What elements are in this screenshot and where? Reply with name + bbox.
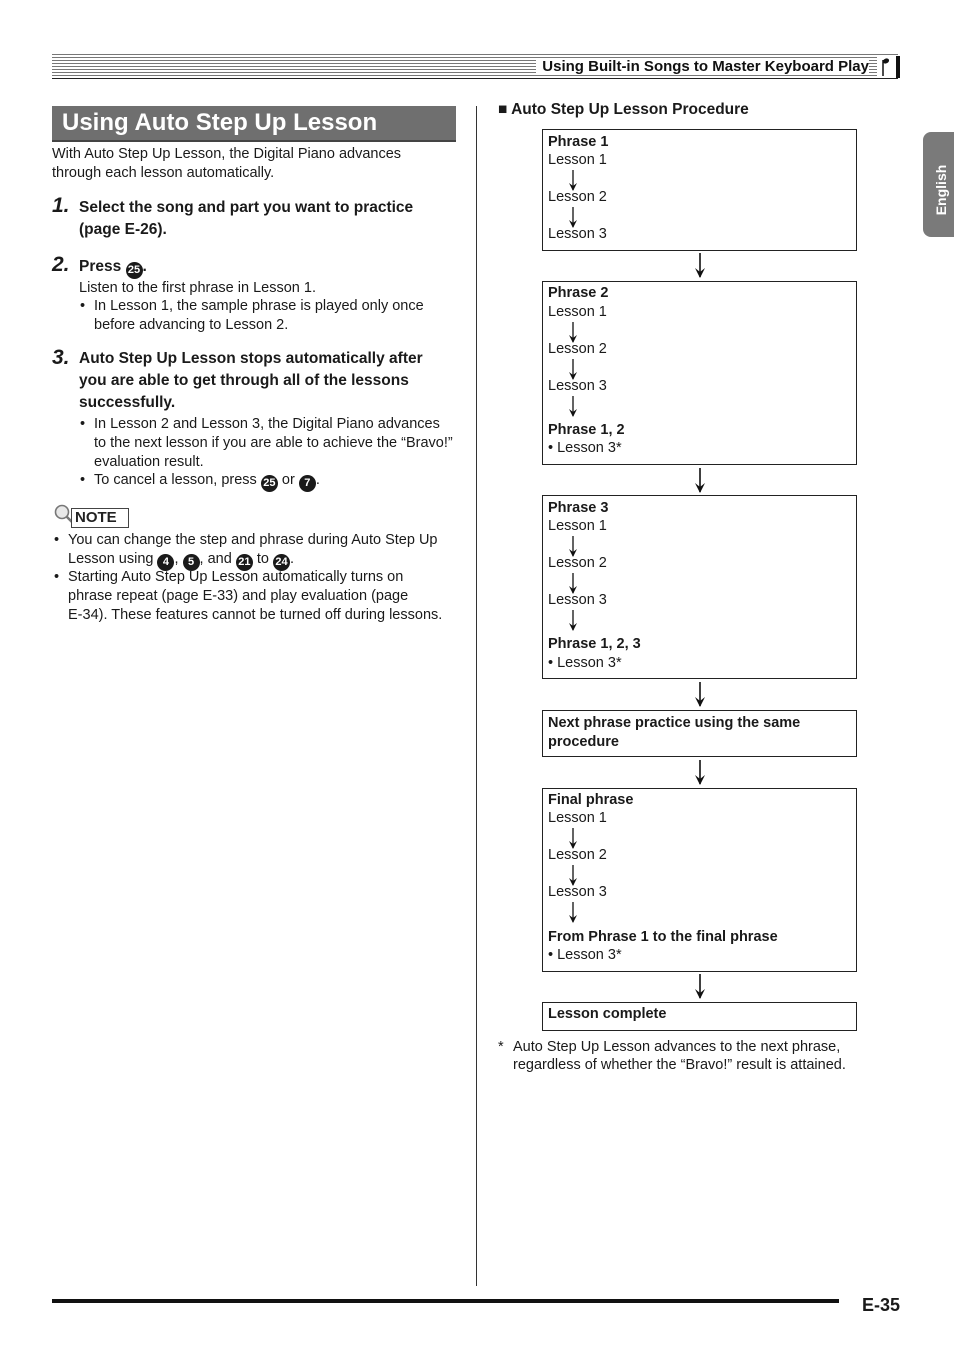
step-1-text: Select the song and part you want to practice (page E-26). [79,199,414,238]
note-badge [53,503,129,527]
flow-complete-text: Lesson complete [548,1006,667,1022]
step-3-bullet-2: • To cancel a lesson, press 25 or 7 . [94,471,320,492]
footer-rule [52,1299,839,1303]
flow-lesson-3-star: • Lesson 3* [548,655,622,671]
header-title: Using Built-in Songs to Master Keyboard Play [536,58,869,75]
flow-lesson-2: Lesson 2 [548,341,607,357]
down-arrow-icon [693,253,707,279]
button-25-icon: 25 [261,475,278,492]
step-1-number: 1. [52,194,70,217]
down-arrow-icon [567,610,579,632]
down-arrow-icon [693,974,707,1000]
step-3-bullet-1: • In Lesson 2 and Lesson 3, the Digital Piano advances to the next lesson if you are able to achieve the “Bravo!” evaluation result. [94,415,453,472]
flow-lesson-1: Lesson 1 [548,518,607,534]
column-divider [476,106,477,1286]
procedure-title: ■ Auto Step Up Lesson Procedure [498,101,749,118]
footnote: * Auto Step Up Lesson advances to the next phrase, regardless of whether the “Bravo!” result is attained. [498,1039,846,1073]
flow-final-phrase-heading: Final phrase [548,792,634,808]
flow-lesson-3-star: • Lesson 3* [548,947,622,963]
language-tab [923,132,954,237]
note-bullet-2: • Starting Auto Step Up Lesson automatically turns on phrase repeat (page E-33) and play evaluation (page E-34). These features cannot be turned off during lessons. [68,568,442,625]
down-arrow-icon [567,396,579,418]
down-arrow-icon [693,682,707,708]
flow-phrase-2-heading: Phrase 2 [548,285,609,301]
step-3-text: Auto Step Up Lesson stops automatically after you are able to get through all of the lessons successfully. [79,350,423,411]
down-arrow-icon [693,468,707,494]
flow-phrase-3-heading: Phrase 3 [548,500,609,516]
section-title: Using Auto Step Up Lesson [62,109,378,136]
flow-next-phrase-text: Next phrase practice using the same procedure [548,715,801,750]
flow-lesson-1: Lesson 1 [548,152,607,168]
button-5-icon: 5 [183,554,200,571]
language-tab-label: English [933,164,949,216]
button-25-icon: 25 [126,262,143,279]
flow-phrase-combined: Phrase 1, 2, 3 [548,636,641,652]
flow-lesson-2: Lesson 2 [548,189,607,205]
page-number: E-35 [862,1295,901,1315]
flow-lesson-3: Lesson 3 [548,884,607,900]
button-4-icon: 4 [157,554,174,571]
down-arrow-icon [567,902,579,924]
button-24-icon: 24 [273,554,290,571]
button-7-icon: 7 [299,475,316,492]
flow-phrase-1-heading: Phrase 1 [548,134,609,150]
intro-text: With Auto Step Up Lesson, the Digital Piano advances through each lesson automatically. [52,146,402,181]
note-label: NOTE [75,509,117,526]
flow-phrase-combined: Phrase 1, 2 [548,422,625,438]
flow-lesson-2: Lesson 2 [548,555,607,571]
flow-lesson-1: Lesson 1 [548,304,607,320]
flow-lesson-3: Lesson 3 [548,378,607,394]
down-arrow-icon [693,760,707,786]
flow-all-phrases: From Phrase 1 to the final phrase [548,929,778,945]
flow-lesson-3-star: • Lesson 3* [548,440,622,456]
flow-lesson-2: Lesson 2 [548,847,607,863]
step-2-text: Press 25 . [79,256,147,279]
step-2-bullet: • In Lesson 1, the sample phrase is played only once before advancing to Lesson 2. [94,297,424,335]
title-underline [52,140,456,142]
note-bullet-1: • You can change the step and phrase during Auto Step Up Lesson using 4 , 5 , and 21 to 24 . [68,531,438,571]
step-3-number: 3. [52,346,70,369]
flow-lesson-1: Lesson 1 [548,810,607,826]
music-note-icon [877,56,901,78]
flow-lesson-3: Lesson 3 [548,226,607,242]
step-2-number: 2. [52,253,70,276]
button-21-icon: 21 [236,554,253,571]
flow-lesson-3: Lesson 3 [548,592,607,608]
step-2-detail: Listen to the first phrase in Lesson 1. [79,280,316,296]
